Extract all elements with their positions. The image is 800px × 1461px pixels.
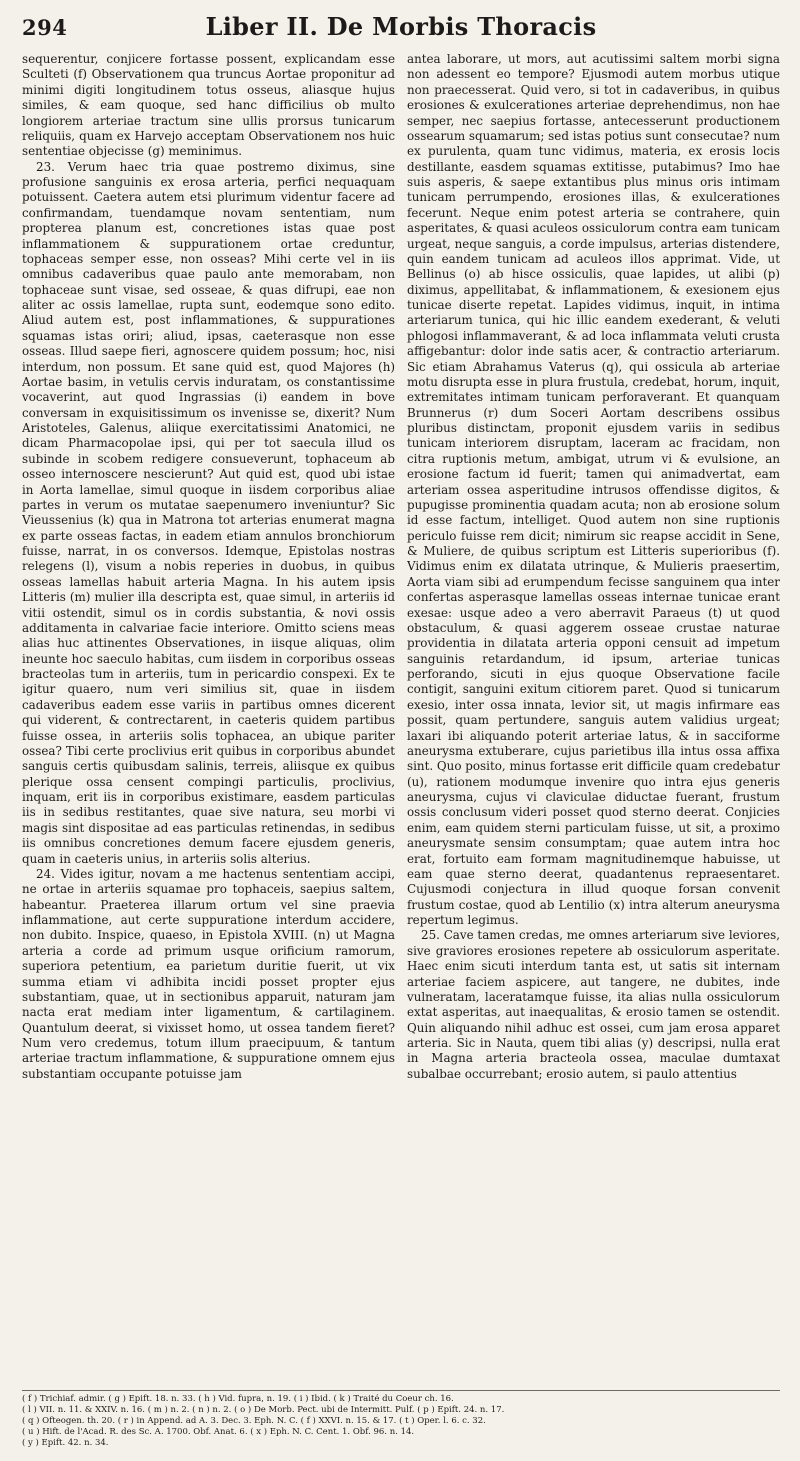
running-title: Liber II. De Morbis Thoracis [205,12,597,41]
footnote-line: ( q ) Ofteogen. th. 20. ( r ) in Append. ad A. 3. Dec. 3. Eph. N. C. ( f ) XXVI. n. 15. & 17. ( t ) Oper. l. 6. c. 32. [22,1416,486,1426]
page-number: 294 [22,15,68,40]
footnotes [22,1394,780,1449]
footnote-line: ( y ) Epift. 42. n. 34. [22,1438,109,1448]
footnote-divider [22,1390,780,1391]
paragraph: 24. Vides igitur, novam a me hactenus sententiam accipi, ne ortae in arteriis squamae pro tophaceis, saepius saltem, habeantur. Praeterea illarum ortum vel sine praevia inflammatione, aut certe suppuratione interdum accidere, non dubito. Inspice, quaeso, in Epistola XVIII. (n) ut Magna arteria a corde ad primum usque orificium ramorum, superiora petentium, ea parietum duritie fuerit, ut vix summa etiam vi adhibita incidi posset propter ejus substantiam, quae, ut in sectionibus apparuit, naturam jam nacta erat mediam inter ligamentum, & cartilaginem. Quantulum deerat, si vixisset homo, ut ossea tandem fieret? Num vero credemus, totum illum praecipuum, & tantum arteriae tractum inflammatione, & suppuratione omnem ejus substantiam occupante potuisse jam [22,866,395,1081]
paragraph: 25. Cave tamen credas, me omnes arteriarum sive leviores, sive graviores erosiones repetere ab ossiculorum asperitate. Haec enim sicuti interdum tanta est, ut satis sit internam arteriae faciem aspicere, aut tangere, ne dubites, inde vulneratam, laceratamque fuisse, ita alias nulla ossiculorum extat asperitas, aut inaequalitas, & erosio tamen se ostendit. Quin aliquando nihil adhuc est ossei, cum jam erosa apparet arteria. Sic in Nauta, quem tibi alias (y) descripsi, nulla erat in Magna arteria bracteola ossea, maculae dumtaxat subalbae occurrebant; erosio autem, si paulo attentius [407,928,780,1081]
footnote-line: ( l ) VII. n. 11. & XXIV. n. 16. ( m ) n. 2. ( n ) n. 2. ( o ) De Morb. Pect. ubi de Intermitt. Pulf. ( p ) Epift. 24. n. 17. [22,1405,505,1415]
right-column [407,52,780,1382]
paragraph: sequerentur, conjicere fortasse possent, explicandam esse Sculteti (f) Observationem qua truncus Aortae proponitur ad minimi digiti longitudinem totus osseus, aliasque hujus similes, & eam quoque, sed hanc difficilius ob multo longiorem arteriae tractum sine ullis prorsus tunicarum reliquiis, quam ex Harvejo acceptam Observationem nos huic sententiae objecisse (g) meminimus. [22,52,395,159]
paragraph: antea laborare, ut mors, aut acutissimi saltem morbi signa non adessent eo tempore? Ejusmodi autem morbus utique non praecesserat. Quid vero, si tot in cadaveribus, in quibus erosiones & exulcerationes arteriae deprehendimus, non hae semper, nec saepius fortasse, antecesserunt productionem ossearum squamarum; sed istas potius sunt consecutae? num ex purulenta, quam tunc vidimus, materia, ex erosis locis destillante, easdem squamas extitisse, putabimus? Imo hae suis asperis, & saepe extantibus plus minus oris intimam tunicam perrumpendo, erosiones illas, & exulcerationes fecerunt. Neque enim potest arteria se contrahere, quin asperitates, & quasi aculeos ossiculorum contra eam tunicam urgeat, neque sanguis, a corde impulsus, arterias distendere, quin eandem tunicam ad aculeos illos apprimat. Vide, ut Bellinus (o) ab hisce ossiculis, quae lapides, ut alibi (p) diximus, appellitabat, & inflammationem, & exesionem ejus tunicae diserte repetat. Lapides vidimus, inquit, in intima arteriarum tunica, qui hic illic eandem exederant, & veluti phlogosi inflammaverant, & ad loca inflammata veluti crusta affigebantur: dolor inde satis acer, & contractio arteriarum. Sic etiam Abrahamus Vaterus (q), qui ossicula ab arteriae motu disrupta esse in plura frustula, credebat, horum, inquit, extremitates intimam tunicam perforaverant. Et quanquam Brunnerus (r) dum Soceri Aortam describens ossibus pluribus distinctam, proponit ejusdem variis in sedibus tunicam interiorem disruptam, laceram ac fracidam, non citra ruptionis metum, ambigat, utrum vi & evulsione, an erosione factum id fuerit; tamen qui animadvertat, eam arteriam ossea asperitudine intrusos offendisse digitos, & pupugisse prominentia quadam acuta; non ab erosione solum id esse factum, intelliget. Quod autem non sine ruptionis periculo fuisse rem dicit; nimirum sic reapse accidit in Sene, & Muliere, de quibus scriptum est Litteris superioribus (f). Vidimus enim ex dilatata utrinque, & Mulieris praesertim, Aorta viam sibi ad erumpendum fecisse sanguinem qua inter confertas asperasque lamellas osseas internae tunicae erant exesae: usque adeo a vero aberravit Paraeus (t) ut quod obstaculum, & quasi aggerem osseae crustae naturae providentia in dilatata arteria opponi censuit ad impetum sanguinis retardandum, id ipsum, arteriae tunicas perforando, sicuti in ejus quoque Observatione facile contigit, sanguini exitum citiorem paret. Quod si tunicarum exesio, inter ossa innata, levior sit, ut magis infirmare eas possit, quam pertundere, sanguis autem validius urgeat; laxari ibi aliquando poterit arteriae latus, & in sacciforme aneurysma extuberare, cujus parietibus illa intus ossa affixa sint. Quo posito, minus fortasse erit difficile quam credebatur (u), rationem modumque invenire quo intra ejus generis aneurysma, cujus vi claviculae diductae fuerant, frustum ossis conclusum videri posset quod sterno deerat. Conjicies enim, eam quidem sterni particulam fuisse, ut sit, a proximo aneurysmate sensim consumptam; quae autem intra hoc erat, fortuito eam formam magnitudinemque habuisse, ut eam quae sterno deerat, quadantenus repraesentaret. Cujusmodi conjectura in illud quoque forsan convenit frustum costae, quod ab Lentilio (x) intra alterum aneurysma repertum legimus. [407,52,780,927]
footnote-line: ( u ) Hift. de l'Acad. R. des Sc. A. 1700. Obf. Anat. 6. ( x ) Eph. N. C. Cent. 1. Obf. 96. n. 14. [22,1427,415,1437]
running-header [22,12,780,48]
footnote-line: ( f ) Trichiaf. admir. ( g ) Epift. 18. n. 33. ( h ) Vid. fupra, n. 19. ( i ) Ibid. ( k ) Traité du Coeur ch. 16. [22,1394,454,1404]
text-body [22,52,780,1382]
paragraph: 23. Verum haec tria quae postremo diximus, sine profusione sanguinis ex erosa arteria, perfici nequaquam potuissent. Caetera autem etsi plurimum videntur facere ad confirmandam, tuendamque novam sententiam, num propterea planum est, concretiones istas quae post inflammationem & suppurationem ortae creduntur, tophaceas semper esse, non osseas? Mihi certe vel in iis omnibus cadaveribus quae paulo ante memorabam, non tophaceae sunt visae, sed osseae, & quas difrupi, eae non aliter ac ossis lamellae, rupta sunt, eodemque sono edito. Aliud autem est, post inflammationes, & suppurationes squamas istas oriri; aliud, ipsas, caeterasque non esse osseas. Illud saepe fieri, agnoscere quidem possum; hoc, nisi interdum, non possum. Et sane quid est, quod Majores (h) Aortae basim, in vetulis cervis induratam, os constantissime vocaverint, aut quod Ingrassias (i) eandem in bove conversam in exquisitissimum os invenisse se, dixerit? Num Aristoteles, Galenus, aliique exercitatissimi Anatomici, ne dicam Pharmacopolae ipsi, qui per tot saecula illud os subinde in scobem redigere consueverunt, tophaceum ab osseo internoscere nescierunt? Aut quid est, quod ubi istae in Aorta lamellae, simul quoque in iisdem corporibus aliae partes in verum os mutatae saepenumero inveniuntur? Sic Vieussenius (k) qua in Matrona tot arterias enumerat magna ex parte osseas factas, in eadem etiam annulos bronchiorum fuisse, narrat, in os conversos. Idemque, Epistolas nostras relegens (l), visum a nobis reperies in duobus, in quibus osseas lamellas habuit arteria Magna. In his autem ipsis Litteris (m) mulier illa descripta est, quae simul, in arteriis id vitii ostendit, simul os in cordis substantia, & novi ossis additamenta in calvariae facie interiore. Omitto sciens meas alias huc attinentes Observationes, in iisque aliquas, olim ineunte hoc saeculo habitas, cum iisdem in corporibus osseas bracteolas tum in arteriis, tum in pericardio conspexi. Ex te igitur quaero, num veri similius sit, quae in iisdem cadaveribus eadem esse variis in partibus omnes dicerent qui viderent, & contrectarent, in caeteris quidem partibus fuisse ossea, in arteriis solis tophacea, an ubique pariter ossea? Tibi certe proclivius erit quibus in corporibus abundet sanguis certis quibusdam salinis, terreis, aliisque ex quibus plerique ossa censent compingi particulis, proclivius, inquam, erit iis in corporibus existimare, easdem particulas iis in sedibus restitantes, quae sive natura, seu morbi vi magis sint dispositae ad eas particulas retinendas, in sedibus iis omnibus concretiones demum facere ejusdem generis, quam in caeteris unius, in arteriis solis alterius. [22,159,395,866]
left-column [22,52,395,1382]
